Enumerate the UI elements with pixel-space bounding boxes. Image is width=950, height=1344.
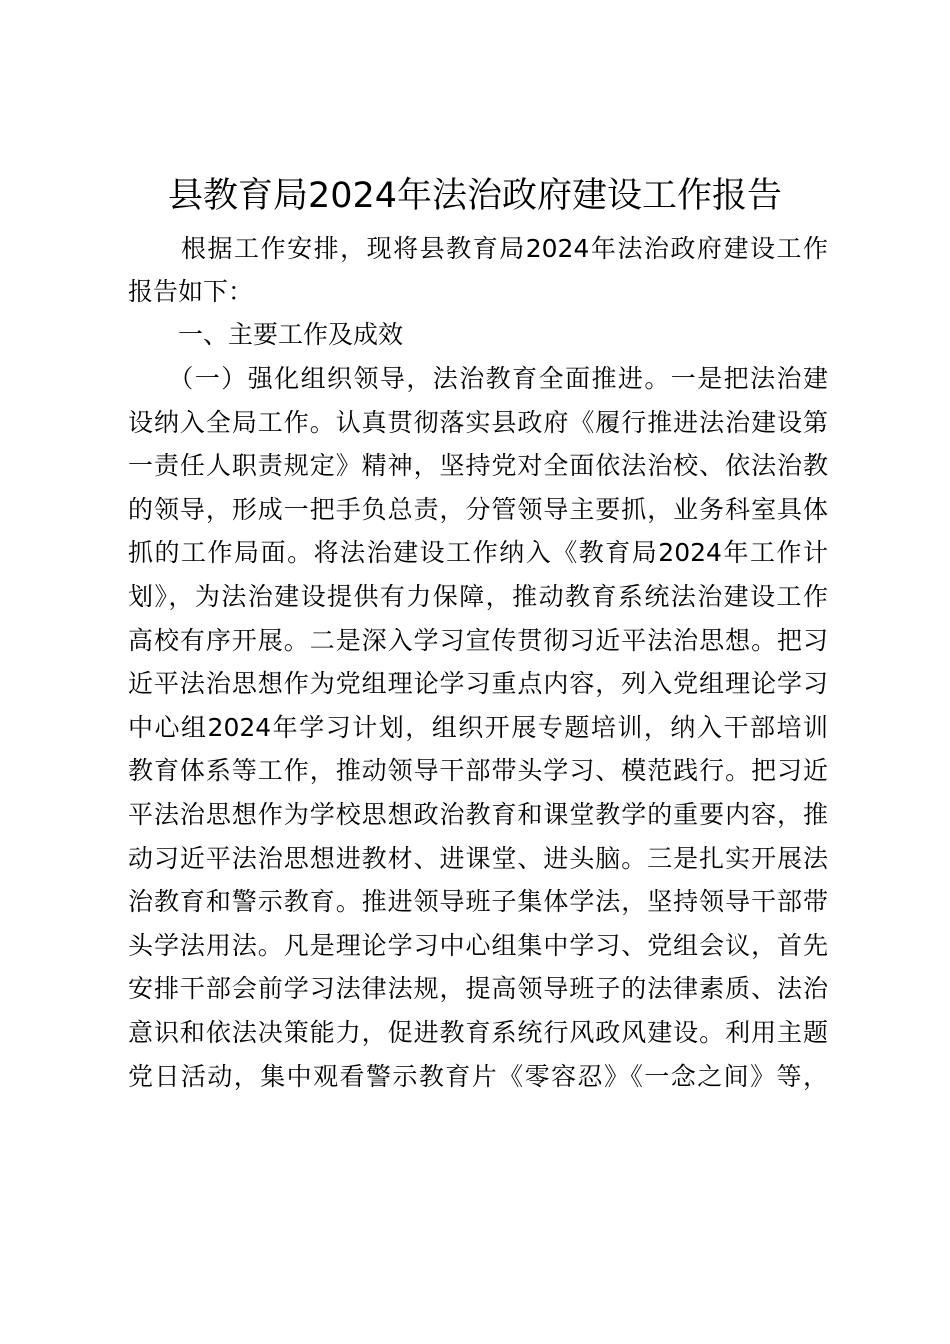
text-line: 设纳入全局工作。认真贯彻落实县政府《履行推进法治建设第 xyxy=(128,408,828,437)
text-line: 报告如下： xyxy=(128,277,254,306)
text-line: 动习近平法治思想进教材、进课堂、进头脑。三是扎实开展法 xyxy=(128,844,828,873)
text-line: 抓的工作局面。将法治建设工作纳入《教育局2024年工作计 xyxy=(128,538,828,567)
text-line: 中心组2024年学习计划，组织开展专题培训，纳入干部培训 xyxy=(128,713,828,742)
text-line: 党日活动，集中观看警示教育片《零容忍》《一念之间》等， xyxy=(128,1062,828,1091)
text-line: 意识和依法决策能力，促进教育系统行风政风建设。利用主题 xyxy=(128,1018,828,1047)
document-title: 县教育局2024年法治政府建设工作报告 xyxy=(167,176,783,216)
text-line: 平法治思想作为学校思想政治教育和课堂教学的重要内容，推 xyxy=(128,800,828,829)
text-line: （一）强化组织领导，法治教育全面推进。一是把法治建 xyxy=(128,364,828,393)
text-line: 一责任人职责规定》精神，坚持党对全面依法治校、依法治教 xyxy=(128,451,828,480)
text-line: 近平法治思想作为党组理论学习重点内容，列入党组理论学习 xyxy=(128,669,828,698)
text-line: 根据工作安排，现将县教育局2024年法治政府建设工作 xyxy=(128,234,828,263)
section-heading: 一、主要工作及成效 xyxy=(128,320,404,349)
text-line: 的领导，形成一把手负总责，分管领导主要抓，业务科室具体 xyxy=(128,495,828,524)
text-line: 高校有序开展。二是深入学习宣传贯彻习近平法治思想。把习 xyxy=(128,626,828,655)
text-line: 划》，为法治建设提供有力保障，推动教育系统法治建设工作 xyxy=(128,582,828,611)
text-line: 治教育和警示教育。推进领导班子集体学法，坚持领导干部带 xyxy=(128,887,828,916)
text-line: 安排干部会前学习法律法规，提高领导班子的法律素质、法治 xyxy=(128,974,828,1003)
text-line: 头学法用法。凡是理论学习中心组集中学习、党组会议，首先 xyxy=(128,931,828,960)
text-line: 教育体系等工作，推动领导干部带头学习、模范践行。把习近 xyxy=(128,756,828,785)
